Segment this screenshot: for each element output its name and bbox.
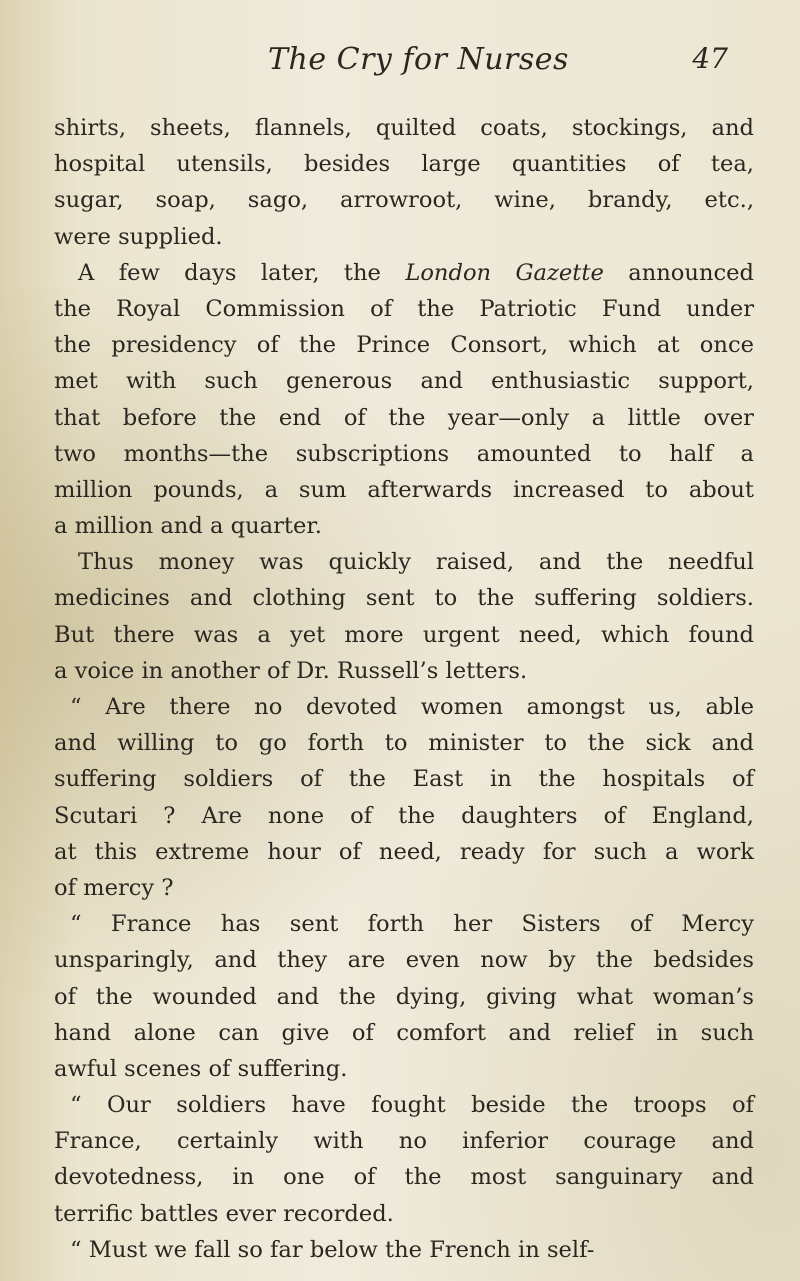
- text-line: [54, 942, 754, 978]
- text-segment: a million and a quarter.: [54, 513, 322, 540]
- text-line: [54, 363, 754, 399]
- text-segment: “ France has sent forth her Sisters of Mercy: [70, 911, 754, 938]
- text-line: [54, 834, 754, 870]
- text-line: [54, 1015, 754, 1051]
- text-segment: “ Must we fall so far below the French in self-: [70, 1236, 595, 1263]
- text-segment: million pounds, a sum afterwards increased to about: [54, 476, 754, 503]
- text-line: [54, 1123, 754, 1159]
- text-segment: But there was a yet more urgent need, which found: [54, 621, 754, 648]
- text-line: [54, 110, 754, 146]
- text-segment: hand alone can give of comfort and relief in such: [54, 1019, 754, 1046]
- text-segment: sugar, soap, sago, arrowroot, wine, brandy, etc.,: [54, 187, 754, 214]
- text-line: [54, 1051, 754, 1087]
- text-segment: France, certainly with no inferior courage and: [54, 1128, 754, 1155]
- text-line: [54, 617, 754, 653]
- text-line: [54, 1087, 754, 1123]
- text-line: [54, 689, 754, 725]
- text-segment: terrific battles ever recorded.: [54, 1200, 394, 1227]
- text-line: [54, 870, 754, 906]
- text-segment: unsparingly, and they are even now by the bedsides: [54, 947, 754, 974]
- text-segment: announced: [603, 259, 754, 286]
- text-segment: two months—the subscriptions amounted to half a: [54, 440, 754, 467]
- text-segment: the presidency of the Prince Consort, which at once: [54, 332, 754, 359]
- text-segment: hospital utensils, besides large quantities of tea,: [54, 151, 754, 178]
- text-line: [54, 725, 754, 761]
- text-line: [54, 544, 754, 580]
- text-segment: Scutari ? Are none of the daughters of England,: [54, 802, 754, 829]
- text-segment: the Royal Commission of the Patriotic Fund under: [54, 295, 754, 322]
- text-segment: awful scenes of suffering.: [54, 1055, 348, 1082]
- page-header: [268, 42, 728, 86]
- text-line: [54, 146, 754, 182]
- text-segment: of the wounded and the dying, giving what woman’s: [54, 983, 754, 1010]
- text-line: [54, 436, 754, 472]
- text-line: [54, 508, 754, 544]
- text-segment: and willing to go forth to minister to the sick and: [54, 730, 754, 757]
- text-line: [54, 798, 754, 834]
- text-segment: A few days later, the: [78, 259, 406, 286]
- text-line: [54, 327, 754, 363]
- page-number: 47: [692, 42, 728, 75]
- text-line: [54, 255, 754, 291]
- text-line: [54, 1159, 754, 1195]
- text-segment: devotedness, in one of the most sanguinary and: [54, 1164, 754, 1191]
- text-line: [54, 906, 754, 942]
- text-line: [54, 472, 754, 508]
- text-line: [54, 1232, 754, 1268]
- text-segment: that before the end of the year—only a little over: [54, 404, 754, 431]
- text-line: [54, 219, 754, 255]
- text-line: [54, 182, 754, 218]
- italic-text: London Gazette: [405, 259, 604, 286]
- text-line: [54, 291, 754, 327]
- text-line: [54, 400, 754, 436]
- text-line: [54, 580, 754, 616]
- text-segment: shirts, sheets, flannels, quilted coats, stockings, and: [54, 115, 754, 141]
- text-segment: “ Our soldiers have fought beside the troops of: [70, 1092, 754, 1119]
- text-line: [54, 761, 754, 797]
- text-segment: met with such generous and enthusiastic support,: [54, 368, 754, 395]
- text-segment: of mercy ?: [54, 874, 174, 901]
- text-segment: “ Are there no devoted women amongst us, able: [70, 694, 754, 720]
- text-segment: at this extreme hour of need, ready for such a work: [54, 838, 754, 865]
- text-segment: were supplied.: [54, 223, 223, 250]
- text-line: [54, 1196, 754, 1232]
- text-segment: a voice in another of Dr. Russell’s letters.: [54, 657, 528, 684]
- text-segment: Thus money was quickly raised, and the needful: [78, 549, 754, 576]
- body-text: [54, 110, 754, 1268]
- text-line: [54, 653, 754, 689]
- text-line: [54, 979, 754, 1015]
- running-title: The Cry for Nurses: [268, 42, 569, 77]
- text-segment: medicines and clothing sent to the suffering soldiers.: [54, 585, 754, 612]
- text-segment: suffering soldiers of the East in the hospitals of: [54, 766, 754, 793]
